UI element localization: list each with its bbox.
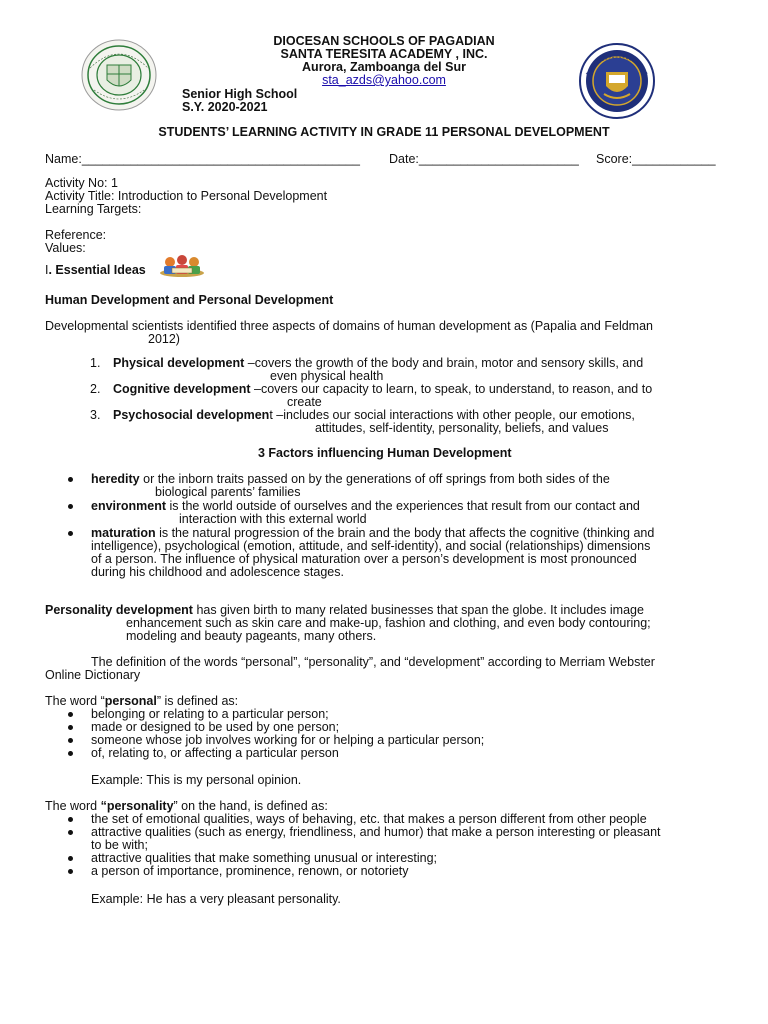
heading-term: personal (104, 694, 157, 708)
score-field[interactable]: Score:____________ (596, 152, 716, 166)
kids-reading-clipart-icon (158, 254, 206, 278)
bullet-icon (68, 869, 73, 874)
personal-example: Example: This is my personal opinion. (91, 773, 302, 787)
bullet-icon (68, 712, 73, 717)
domain-term: Psychosocial developmen (113, 408, 270, 422)
program-label: Senior High School (182, 87, 298, 101)
domain-desc: –covers the growth of the body and brain, motor and sensory skills, and (244, 356, 644, 370)
date-field[interactable]: Date:_______________________ (389, 152, 579, 166)
factors-heading: 3 Factors influencing Human Development (258, 446, 512, 460)
list-item-continuation: to be with; (91, 838, 148, 852)
bullet-icon (68, 856, 73, 861)
definition-intro-continuation: Online Dictionary (45, 668, 141, 682)
domain-desc: –covers our capacity to learn, to speak, to understand, to reason, and to (250, 382, 653, 396)
paragraph-continuation: enhancement such as skin care and make-up, fashion and clothing, and even body contouring; (126, 616, 651, 630)
list-item-number: 2. (90, 382, 101, 396)
bullet-icon (68, 504, 73, 509)
list-item-continuation: create (287, 395, 322, 409)
activity-number: Activity No: 1 (45, 176, 118, 190)
bullet-icon (68, 751, 73, 756)
bullet-icon (68, 477, 73, 482)
factor-term: maturation (91, 526, 156, 540)
document-title: STUDENTS’ LEARNING ACTIVITY IN GRADE 11 PERSONAL DEVELOPMENT (158, 125, 610, 139)
intro-line-2: 2012) (148, 332, 180, 346)
values-label: Values: (45, 241, 86, 255)
factor-desc: or the inborn traits passed on by the generations of off springs from both sides of the (139, 472, 610, 486)
bullet-icon (68, 817, 73, 822)
factor-continuation: during his childhood and adolescence stages. (91, 565, 344, 579)
essential-ideas-label: . Essential Ideas (48, 263, 146, 277)
heading-text: The word (45, 799, 101, 813)
paragraph-continuation: modeling and beauty pageants, many others. (126, 629, 377, 643)
factor-continuation: interaction with this external world (179, 512, 367, 526)
paragraph-text: has given birth to many related businesses that span the globe. It includes image (192, 603, 644, 617)
essential-ideas-heading (45, 264, 146, 278)
activity-title: Activity Title: Introduction to Personal Development (45, 189, 328, 203)
domain-term: Cognitive development (113, 382, 251, 396)
intro-line-1: Developmental scientists identified three aspects of domains of human development as (Papalia and Feldman (45, 319, 653, 333)
heading-text: ” is defined as: (156, 694, 239, 708)
list-item: someone whose job involves working for or helping a particular person; (91, 733, 485, 747)
list-item: made or designed to be used by one person; (91, 720, 340, 734)
school-name: SANTA TERESITA ACADEMY , INC. (280, 47, 488, 61)
heading-text: The word “ (45, 694, 105, 708)
domain-desc: t –includes our social interactions with other people, our emotions, (269, 408, 635, 422)
domain-term: Physical development (113, 356, 245, 370)
list-item: belonging or relating to a particular person; (91, 707, 329, 721)
list-item: of, relating to, or affecting a particular person (91, 746, 339, 760)
list-item: attractive qualities (such as energy, friendliness, and humor) that make a person interesting or pleasant (91, 825, 661, 839)
factor-term: heredity (91, 472, 140, 486)
factor-term: environment (91, 499, 167, 513)
bullet-icon (68, 738, 73, 743)
bullet-icon (68, 725, 73, 730)
definition-intro: The definition of the words “personal”, “personality”, and “development” according to Merriam Webster (91, 655, 655, 669)
essential-ideas-prefix: I (45, 263, 49, 277)
human-development-heading: Human Development and Personal Development (45, 293, 334, 307)
school-email-link[interactable]: sta_azds@yahoo.com (322, 73, 446, 87)
list-item (113, 383, 652, 397)
diocese-name: DIOCESAN SCHOOLS OF PAGADIAN (273, 34, 495, 48)
list-item-number: 1. (90, 356, 101, 370)
list-item: the set of emotional qualities, ways of behaving, etc. that makes a person different from other people (91, 812, 647, 826)
list-item-number: 3. (90, 408, 101, 422)
list-item: a person of importance, prominence, renown, or notoriety (91, 864, 409, 878)
factor-continuation: biological parents’ families (155, 485, 301, 499)
factor-continuation: intelligence), psychological (emotion, attitude, and self-identity), and social (relationships) dimensions (91, 539, 651, 553)
personality-example: Example: He has a very pleasant personality. (91, 892, 341, 906)
list-item-continuation: even physical health (270, 369, 384, 383)
factor-desc: is the natural progression of the brain and the body that affects the cognitive (thinking and (155, 526, 655, 540)
heading-term: “personality (100, 799, 174, 813)
factor-continuation: of a person. The influence of physical maturation over a person’s development is most pronounced (91, 552, 637, 566)
heading-text: ” on the hand, is defined as: (173, 799, 328, 813)
bullet-icon (68, 531, 73, 536)
list-item-continuation: attitudes, self-identity, personality, beliefs, and values (315, 421, 609, 435)
paragraph-term: Personality development (45, 603, 193, 617)
factor-desc: is the world outside of ourselves and the experiences that result from our contact and (166, 499, 640, 513)
school-year: S.Y. 2020-2021 (182, 100, 268, 114)
school-address: Aurora, Zamboanga del Sur (302, 60, 466, 74)
reference-label: Reference: (45, 228, 107, 242)
learning-targets-label: Learning Targets: (45, 202, 142, 216)
bullet-icon (68, 830, 73, 835)
name-field[interactable]: Name:________________________________________ (45, 152, 360, 166)
list-item: attractive qualities that make something unusual or interesting; (91, 851, 438, 865)
